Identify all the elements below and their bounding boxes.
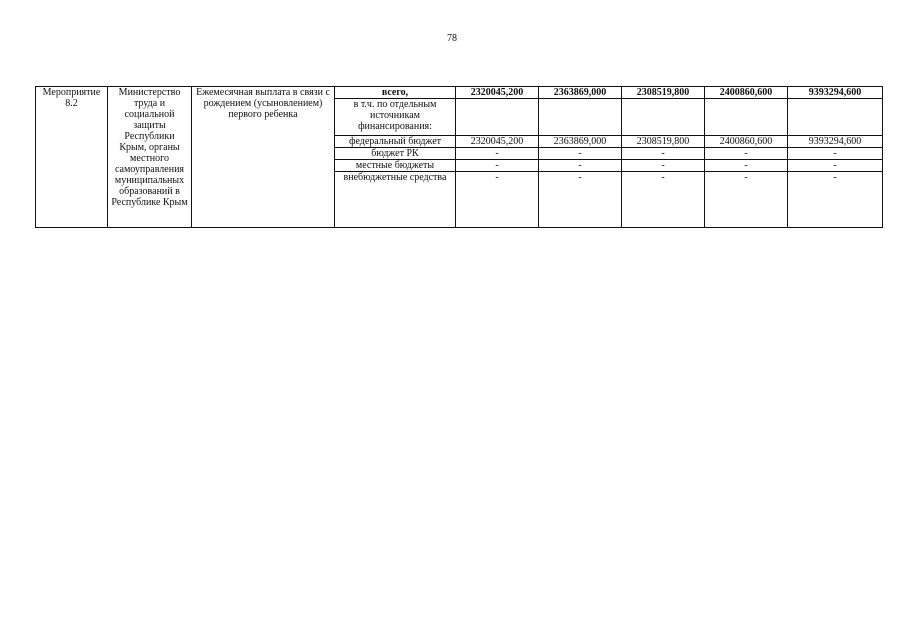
description-cell: Ежемесячная выплата в связи с рождением (усыновлением) первого ребенка bbox=[192, 87, 335, 228]
source-cell: в т.ч. по отдельным источникам финансирования: bbox=[335, 99, 456, 136]
value-cell: - bbox=[539, 172, 622, 228]
value-cell: - bbox=[456, 172, 539, 228]
value-cell bbox=[539, 99, 622, 136]
source-cell: бюджет РК bbox=[335, 148, 456, 160]
value-cell: - bbox=[788, 148, 883, 160]
value-cell: 2363869,000 bbox=[539, 136, 622, 148]
value-cell: 2400860,600 bbox=[705, 136, 788, 148]
value-cell: - bbox=[622, 148, 705, 160]
financing-table bbox=[35, 86, 883, 228]
source-cell: внебюджетные средства bbox=[335, 172, 456, 228]
executor-cell: Министерство труда и социальной защиты Республики Крым, органы местного самоуправления муниципальных образований в Республике Крым bbox=[108, 87, 192, 228]
value-cell: - bbox=[705, 148, 788, 160]
value-cell bbox=[622, 99, 705, 136]
value-cell: - bbox=[456, 160, 539, 172]
value-cell: - bbox=[622, 160, 705, 172]
value-cell: - bbox=[456, 148, 539, 160]
table-row-total bbox=[36, 87, 883, 99]
value-cell: 9393294,600 bbox=[788, 136, 883, 148]
value-cell: 9393294,600 bbox=[788, 87, 883, 99]
value-cell: - bbox=[539, 160, 622, 172]
value-cell: 2308519,800 bbox=[622, 87, 705, 99]
value-cell: - bbox=[788, 172, 883, 228]
value-cell: 2363869,000 bbox=[539, 87, 622, 99]
value-cell: 2308519,800 bbox=[622, 136, 705, 148]
value-cell: - bbox=[705, 172, 788, 228]
value-cell: 2400860,600 bbox=[705, 87, 788, 99]
value-cell: - bbox=[622, 172, 705, 228]
source-cell: федеральный бюджет bbox=[335, 136, 456, 148]
value-cell: - bbox=[539, 148, 622, 160]
source-cell: всего, bbox=[335, 87, 456, 99]
source-cell: местные бюджеты bbox=[335, 160, 456, 172]
value-cell bbox=[705, 99, 788, 136]
page-number: 78 bbox=[447, 33, 457, 44]
value-cell: 2320045,200 bbox=[456, 136, 539, 148]
value-cell: - bbox=[788, 160, 883, 172]
value-cell bbox=[788, 99, 883, 136]
value-cell: 2320045,200 bbox=[456, 87, 539, 99]
value-cell bbox=[456, 99, 539, 136]
value-cell: - bbox=[705, 160, 788, 172]
activity-cell: Мероприятие 8.2 bbox=[36, 87, 108, 228]
